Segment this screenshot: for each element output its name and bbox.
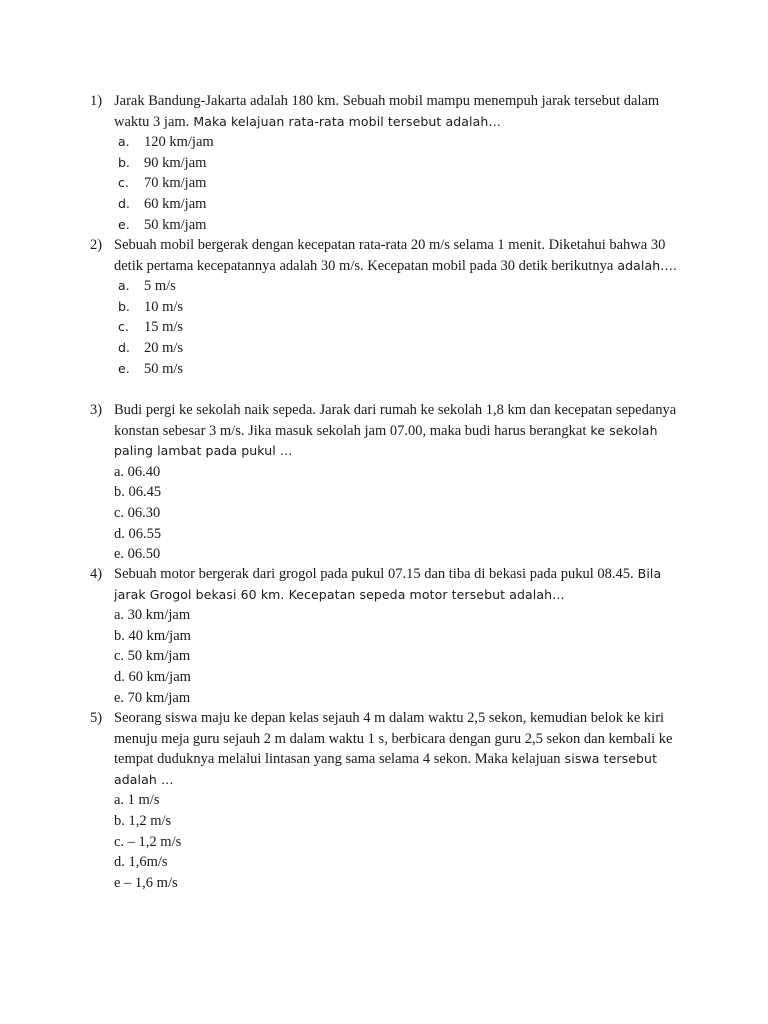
answer-option-e: e. 70 km/jam xyxy=(114,689,191,706)
question-text-main: Sebuah mobil bergerak dengan kecepatan rata-rata 20 m/s selama 1 menit. Diketahui bahwa 30 detik pertama kecepatannya adalah 30 m/s. Kecepatan mobil pada 30 detik berikutnya xyxy=(114,237,666,274)
question-number: 4) xyxy=(90,566,103,582)
question-text-tail: ke sekolah paling lambat pada pukul … xyxy=(114,422,658,459)
option-letter: e. xyxy=(118,360,130,376)
option-letter: b. xyxy=(118,298,130,314)
answer-option-d: d. 06.55 xyxy=(114,525,162,542)
answer-option-b: b. 06.45 xyxy=(114,484,162,501)
question-number: 3) xyxy=(90,402,103,418)
option-text: 50 km/jam xyxy=(144,216,207,233)
option-letter: a. xyxy=(118,278,130,294)
question-4 xyxy=(90,564,680,708)
answer-option-d: d. 60 km/jam xyxy=(114,668,191,685)
question-1 xyxy=(90,91,680,235)
question-text-main: Sebuah motor bergerak dari grogol pada pukul 07.15 dan tiba di bekasi pada pukul 08.45. xyxy=(114,566,634,582)
question-text-main: Budi pergi ke sekolah naik sepeda. Jarak dari rumah ke sekolah 1,8 km dan kecepatan sepedanya konstan sebesar 3 m/s. Jika masuk sekolah jam 07.00, maka budi harus berangkat xyxy=(114,402,677,439)
answer-options xyxy=(114,790,680,893)
answer-option-b xyxy=(114,297,680,318)
answer-options xyxy=(114,462,680,565)
answer-option-c xyxy=(114,173,680,194)
option-letter: c. xyxy=(118,175,129,191)
answer-option-a xyxy=(114,132,680,153)
option-text: 70 km/jam xyxy=(144,175,207,192)
answer-option-b: b. 40 km/jam xyxy=(114,627,191,644)
option-letter: c. xyxy=(118,319,129,335)
answer-options xyxy=(114,605,680,708)
option-text: 10 m/s xyxy=(144,298,184,315)
answer-option-d xyxy=(114,338,680,359)
option-text: 5 m/s xyxy=(144,278,176,295)
option-text: 15 m/s xyxy=(144,319,184,336)
question-text xyxy=(114,235,680,276)
option-letter: b. xyxy=(118,154,130,170)
answer-option-a xyxy=(114,276,680,297)
option-text: 50 m/s xyxy=(144,360,184,377)
answer-option-c xyxy=(114,317,680,338)
option-text: 120 km/jam xyxy=(144,134,214,151)
question-text-tail: adalah…. xyxy=(613,257,677,273)
answer-option-d: d. 1,6m/s xyxy=(114,854,168,871)
question-text xyxy=(114,564,680,605)
answer-option-d xyxy=(114,194,680,215)
question-text-main: Seorang siswa maju ke depan kelas sejauh 4 m dalam waktu 2,5 sekon, kemudian belok ke kiri menuju meja guru sejauh 2 m dalam waktu 1 s, berbicara dengan guru 2,5 sekon dan kembali ke tempat duduknya melalui lintasan yang sama selama 4 sekon. Maka kelajuan xyxy=(114,710,673,768)
question-text-tail: siswa tersebut adalah … xyxy=(114,751,658,787)
option-letter: d. xyxy=(118,339,130,355)
question-text-tail: Maka kelajuan rata-rata mobil tersebut adalah… xyxy=(189,113,502,129)
answer-options xyxy=(114,132,680,235)
question-text xyxy=(114,708,680,790)
answer-option-a: a. 30 km/jam xyxy=(114,607,191,624)
answer-option-a: a. 1 m/s xyxy=(114,792,160,809)
option-letter: d. xyxy=(118,195,130,211)
answer-option-c: c. 06.30 xyxy=(114,504,161,521)
question-text xyxy=(114,91,680,132)
answer-option-c: c. 50 km/jam xyxy=(114,648,191,665)
question-number: 1) xyxy=(90,93,103,109)
option-text: 60 km/jam xyxy=(144,195,207,212)
option-text: 90 km/jam xyxy=(144,154,207,171)
answer-option-a: a. 06.40 xyxy=(114,463,161,480)
answer-option-c: c. – 1,2 m/s xyxy=(114,833,182,850)
answer-option-e xyxy=(114,359,680,380)
option-letter: e. xyxy=(118,216,130,232)
answer-option-b: b. 1,2 m/s xyxy=(114,812,172,829)
answer-option-b xyxy=(114,153,680,174)
answer-options xyxy=(114,276,680,379)
question-number: 5) xyxy=(90,710,103,726)
question-5 xyxy=(90,708,680,893)
answer-option-e: e – 1,6 m/s xyxy=(114,874,178,891)
question-number: 2) xyxy=(90,237,103,253)
answer-option-e xyxy=(114,215,680,236)
question-text-tail: Bila jarak Grogol bekasi 60 km. Kecepatan sepeda motor tersebut adalah… xyxy=(114,566,662,602)
question-text-main: Jarak Bandung-Jakarta adalah 180 km. Sebuah mobil mampu menempuh jarak tersebut dalam waktu 3 jam. xyxy=(114,93,660,130)
option-letter: a. xyxy=(118,134,130,150)
answer-option-e: e. 06.50 xyxy=(114,546,161,563)
option-text: 20 m/s xyxy=(144,339,184,356)
question-2 xyxy=(90,235,680,379)
question-3 xyxy=(90,400,680,565)
question-text xyxy=(114,400,680,462)
